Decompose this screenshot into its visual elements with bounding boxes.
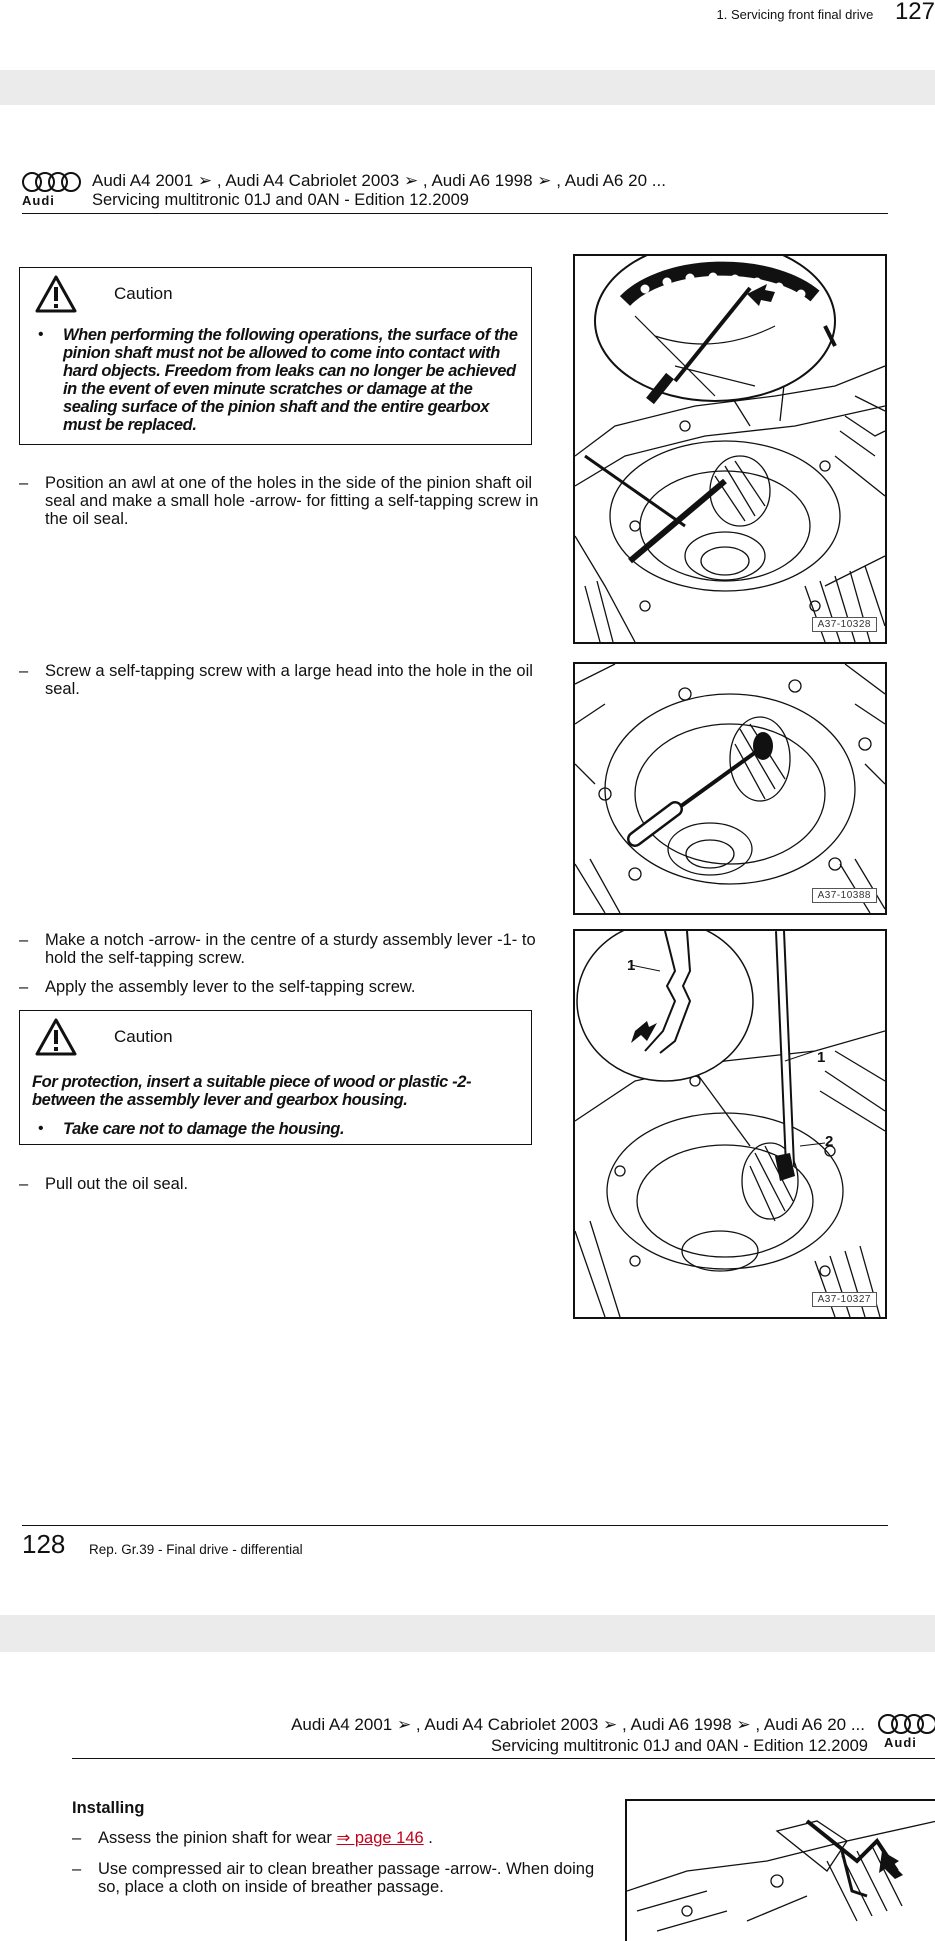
step-dash: – — [19, 978, 29, 996]
callout-2: 2 — [825, 1133, 834, 1150]
figure-3 — [573, 929, 887, 1319]
previous-section-title: 1. Servicing front final drive — [716, 7, 874, 22]
next-header-rule — [72, 1758, 935, 1759]
callout-1-inset: 1 — [627, 957, 636, 974]
footer-page-number: 128 — [22, 1529, 66, 1559]
step-dash: – — [72, 1829, 82, 1847]
doc-header — [22, 167, 888, 214]
warning-triangle-icon — [34, 274, 78, 314]
figure-label: A37-10328 — [812, 617, 877, 632]
figure-1-drawing — [575, 256, 885, 642]
next-header-models: Audi A4 2001 ➢ , Audi A4 Cabriolet 2003 ➢ , Audi A6 1998 ➢ , Audi A6 20 ... — [291, 1715, 865, 1734]
caution-text: When performing the following operations, the surface of the pinion shaft must not be allowed to come into contact with hard objects. Freedom from leaks can no longer be achieved in the event of even minute scratches or damage at the sealing surface of the pinion shaft and the entire gearbox must be replaced. — [63, 326, 518, 434]
audi-logo — [22, 172, 84, 208]
step-dash: – — [19, 931, 29, 949]
figure-3-drawing — [575, 931, 885, 1317]
figure-label: A37-10327 — [812, 1292, 877, 1307]
step-text: Position an awl at one of the holes in the side of the pinion shaft oil seal and make a small hole -arrow- for fitting a self-tapping screw in the oil seal. — [45, 474, 539, 528]
next-page — [0, 1652, 935, 1920]
footer-section: Rep. Gr.39 - Final drive - differential — [89, 1542, 303, 1557]
next-figure-drawing — [627, 1801, 935, 1941]
caution-text: For protection, insert a suitable piece of wood or plastic -2- between the assembly lever and gearbox housing. — [32, 1073, 472, 1109]
step-dash: – — [19, 662, 29, 680]
section-heading: Installing — [72, 1799, 145, 1817]
step-text: Make a notch -arrow- in the centre of a sturdy assembly lever -1- to hold the self-tapping screw. — [45, 931, 536, 967]
bullet-dot: • — [38, 326, 44, 343]
audi-brand: Audi — [884, 1735, 917, 1750]
step-text: Use compressed air to clean breather passage -arrow-. When doing so, place a cloth on inside of breather passage. — [98, 1860, 595, 1896]
step-dash: – — [72, 1860, 82, 1878]
page-gap — [0, 1615, 935, 1652]
page-gap — [0, 70, 935, 105]
caution-title: Caution — [114, 1027, 173, 1046]
step-dash: – — [19, 1175, 29, 1193]
caution-bullet: Take care not to damage the housing. — [63, 1120, 345, 1138]
audi-brand: Audi — [22, 193, 55, 208]
step-text: Apply the assembly lever to the self-tapping screw. — [45, 978, 416, 996]
step-text: Screw a self-tapping screw with a large head into the hole in the oil seal. — [45, 662, 533, 698]
audi-rings-icon — [22, 172, 84, 192]
footer-rule — [22, 1525, 888, 1526]
audi-rings-icon — [878, 1714, 935, 1734]
step-text-end: . — [423, 1829, 433, 1847]
audi-logo — [878, 1714, 935, 1750]
bullet-dot: • — [38, 1120, 44, 1137]
figure-2-drawing — [575, 664, 885, 913]
step-text: Pull out the oil seal. — [45, 1175, 189, 1193]
warning-triangle-icon — [34, 1017, 78, 1057]
caution-box-1 — [19, 267, 532, 445]
caution-box-2 — [19, 1010, 532, 1145]
header-models: Audi A4 2001 ➢ , Audi A4 Cabriolet 2003 ➢ , Audi A6 1998 ➢ , Audi A6 20 ... — [92, 171, 666, 190]
figure-1 — [573, 254, 887, 644]
step-text-group — [98, 1829, 598, 1847]
current-page — [0, 105, 935, 1615]
callout-1-main: 1 — [817, 1049, 826, 1066]
header-subtitle: Servicing multitronic 01J and 0AN - Edition 12.2009 — [92, 191, 469, 209]
step-dash: – — [19, 474, 29, 492]
caution-title: Caution — [114, 284, 173, 303]
next-header-subtitle: Servicing multitronic 01J and 0AN - Edition 12.2009 — [491, 1737, 868, 1755]
previous-page-number: 127 — [894, 0, 935, 25]
previous-page-header — [717, 0, 935, 26]
step-text: Assess the pinion shaft for wear — [98, 1829, 332, 1847]
figure-2 — [573, 662, 887, 915]
page-146-link[interactable]: ⇒ page 146 — [336, 1829, 424, 1847]
figure-label: A37-10388 — [812, 888, 877, 903]
previous-page — [0, 0, 935, 70]
